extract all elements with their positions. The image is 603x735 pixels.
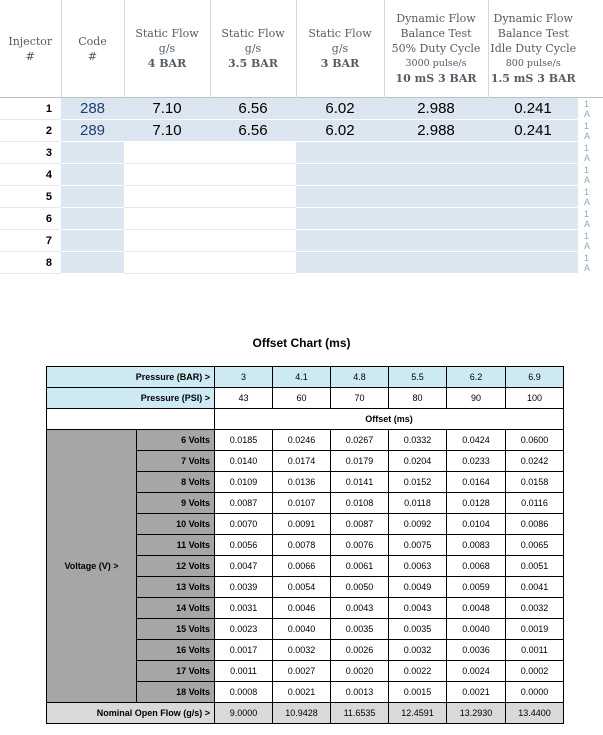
static-35bar-cell[interactable]: 6.56 xyxy=(210,120,296,142)
header-dynamic-idle: Dynamic Flow Balance Test Idle Duty Cycle 800 pulse/s 1.5 mS 3 BAR xyxy=(490,12,577,85)
row-tail-label: 1 A xyxy=(578,98,603,120)
static-3bar-cell[interactable] xyxy=(296,252,384,274)
pressure-psi-value: 60 xyxy=(273,388,331,409)
static-35bar-cell[interactable] xyxy=(210,142,296,164)
offset-value: 0.0600 xyxy=(506,430,564,451)
offset-value: 0.0107 xyxy=(273,493,331,514)
offset-value: 0.0059 xyxy=(447,577,506,598)
offset-chart-table xyxy=(46,366,564,724)
offset-value: 0.0068 xyxy=(447,556,506,577)
pressure-bar-value: 3 xyxy=(215,367,273,388)
offset-value: 0.0024 xyxy=(447,661,506,682)
static-4bar-cell[interactable] xyxy=(124,208,210,230)
code-cell[interactable] xyxy=(61,142,124,164)
static-4bar-cell[interactable]: 7.10 xyxy=(124,98,210,120)
dynamic-50-cell[interactable] xyxy=(384,186,488,208)
pressure-bar-value: 4.8 xyxy=(331,367,389,388)
offset-value: 0.0027 xyxy=(273,661,331,682)
injector-row xyxy=(0,208,603,230)
nominal-flow-value: 9.0000 xyxy=(215,703,273,724)
injector-number: 3 xyxy=(0,142,61,164)
pressure-bar-label: Pressure (BAR) > xyxy=(47,367,215,388)
offset-value: 0.0332 xyxy=(389,430,447,451)
offset-value: 0.0022 xyxy=(389,661,447,682)
dynamic-50-cell[interactable]: 2.988 xyxy=(384,120,488,142)
offset-value: 0.0128 xyxy=(447,493,506,514)
offset-value: 0.0026 xyxy=(331,640,389,661)
volts-label: 7 Volts xyxy=(137,451,215,472)
offset-value: 0.0136 xyxy=(273,472,331,493)
nominal-flow-value: 12.4591 xyxy=(389,703,447,724)
offset-value: 0.0002 xyxy=(506,661,564,682)
offset-value: 0.0021 xyxy=(273,682,331,703)
offset-value: 0.0017 xyxy=(215,640,273,661)
offset-value: 0.0031 xyxy=(215,598,273,619)
offset-value: 0.0246 xyxy=(273,430,331,451)
volts-label: 14 Volts xyxy=(137,598,215,619)
volts-label: 8 Volts xyxy=(137,472,215,493)
nominal-flow-label: Nominal Open Flow (g/s) > xyxy=(47,703,215,724)
offset-value: 0.0011 xyxy=(215,661,273,682)
row-tail-label: 1 A xyxy=(578,142,603,164)
injector-number: 7 xyxy=(0,230,61,252)
header-injector: Injector # xyxy=(0,0,61,98)
injector-row xyxy=(0,120,603,142)
offset-value: 0.0041 xyxy=(506,577,564,598)
injector-number: 1 xyxy=(0,98,61,120)
offset-value: 0.0056 xyxy=(215,535,273,556)
offset-value: 0.0091 xyxy=(273,514,331,535)
static-4bar-cell[interactable] xyxy=(124,252,210,274)
offset-value: 0.0043 xyxy=(389,598,447,619)
offset-header-row xyxy=(47,409,564,430)
pressure-psi-label: Pressure (PSI) > xyxy=(47,388,215,409)
volts-label: 15 Volts xyxy=(137,619,215,640)
voltage-label: Voltage (V) > xyxy=(47,430,137,703)
offset-value: 0.0118 xyxy=(389,493,447,514)
injector-number: 4 xyxy=(0,164,61,186)
offset-value: 0.0000 xyxy=(506,682,564,703)
offset-value: 0.0015 xyxy=(389,682,447,703)
injector-number: 6 xyxy=(0,208,61,230)
row-tail-label: 1 A xyxy=(578,230,603,252)
static-3bar-cell[interactable] xyxy=(296,164,384,186)
offset-value: 0.0108 xyxy=(331,493,389,514)
dynamic-idle-cell[interactable]: 0.241 xyxy=(488,120,578,142)
offset-value: 0.0046 xyxy=(273,598,331,619)
offset-value: 0.0011 xyxy=(506,640,564,661)
code-cell[interactable]: 288 xyxy=(61,98,124,120)
offset-value: 0.0233 xyxy=(447,451,506,472)
offset-value: 0.0078 xyxy=(273,535,331,556)
volts-label: 6 Volts xyxy=(137,430,215,451)
volts-label: 9 Volts xyxy=(137,493,215,514)
pressure-bar-value: 6.9 xyxy=(506,367,564,388)
dynamic-50-cell[interactable] xyxy=(384,142,488,164)
nominal-flow-value: 11.6535 xyxy=(331,703,389,724)
static-3bar-cell[interactable] xyxy=(296,230,384,252)
nominal-flow-value: 13.2930 xyxy=(447,703,506,724)
row-tail-label: 1 A xyxy=(578,252,603,274)
volts-label: 12 Volts xyxy=(137,556,215,577)
dynamic-50-cell[interactable] xyxy=(384,208,488,230)
offset-value: 0.0049 xyxy=(389,577,447,598)
blank-cell xyxy=(47,409,215,430)
offset-value: 0.0087 xyxy=(215,493,273,514)
static-4bar-cell[interactable] xyxy=(124,230,210,252)
row-tail-label: 1 A xyxy=(578,120,603,142)
injector-row xyxy=(0,98,603,120)
pressure-psi-value: 80 xyxy=(389,388,447,409)
header-spacer xyxy=(578,0,603,98)
static-4bar-cell[interactable] xyxy=(124,142,210,164)
pressure-bar-value: 4.1 xyxy=(273,367,331,388)
code-cell[interactable] xyxy=(61,186,124,208)
offset-value: 0.0032 xyxy=(389,640,447,661)
offset-value: 0.0185 xyxy=(215,430,273,451)
offset-value: 0.0204 xyxy=(389,451,447,472)
voltage-row xyxy=(47,430,564,451)
offset-value: 0.0174 xyxy=(273,451,331,472)
static-4bar-cell[interactable] xyxy=(124,186,210,208)
dynamic-50-cell[interactable] xyxy=(384,164,488,186)
offset-value: 0.0083 xyxy=(447,535,506,556)
offset-value: 0.0054 xyxy=(273,577,331,598)
offset-value: 0.0048 xyxy=(447,598,506,619)
code-cell[interactable]: 289 xyxy=(61,120,124,142)
offset-value: 0.0086 xyxy=(506,514,564,535)
dynamic-idle-cell[interactable]: 0.241 xyxy=(488,98,578,120)
volts-label: 17 Volts xyxy=(137,661,215,682)
volts-label: 16 Volts xyxy=(137,640,215,661)
static-35bar-cell[interactable]: 6.56 xyxy=(210,98,296,120)
row-tail-label: 1 A xyxy=(578,208,603,230)
static-35bar-cell[interactable] xyxy=(210,164,296,186)
code-cell[interactable] xyxy=(61,164,124,186)
pressure-bar-value: 6.2 xyxy=(447,367,506,388)
offset-value: 0.0164 xyxy=(447,472,506,493)
offset-value: 0.0013 xyxy=(331,682,389,703)
dynamic-idle-cell[interactable] xyxy=(488,186,578,208)
offset-value: 0.0075 xyxy=(389,535,447,556)
offset-value: 0.0116 xyxy=(506,493,564,514)
header-static-35bar: Static Flow g/s 3.5 BAR xyxy=(210,0,296,98)
offset-value: 0.0158 xyxy=(506,472,564,493)
injector-header-row xyxy=(0,0,603,98)
nominal-flow-row xyxy=(47,703,564,724)
code-cell[interactable] xyxy=(61,252,124,274)
static-35bar-cell[interactable] xyxy=(210,208,296,230)
offset-value: 0.0021 xyxy=(447,682,506,703)
static-35bar-cell[interactable] xyxy=(210,230,296,252)
offset-value: 0.0008 xyxy=(215,682,273,703)
static-3bar-cell[interactable] xyxy=(296,142,384,164)
static-35bar-cell[interactable] xyxy=(210,186,296,208)
injector-row xyxy=(0,230,603,252)
dynamic-idle-cell[interactable] xyxy=(488,230,578,252)
dynamic-50-cell[interactable]: 2.988 xyxy=(384,98,488,120)
static-4bar-cell[interactable]: 7.10 xyxy=(124,120,210,142)
pressure-psi-value: 100 xyxy=(506,388,564,409)
offset-value: 0.0140 xyxy=(215,451,273,472)
offset-value: 0.0039 xyxy=(215,577,273,598)
offset-value: 0.0242 xyxy=(506,451,564,472)
offset-value: 0.0023 xyxy=(215,619,273,640)
pressure-psi-value: 90 xyxy=(447,388,506,409)
injector-number: 2 xyxy=(0,120,61,142)
volts-label: 11 Volts xyxy=(137,535,215,556)
dynamic-50-cell[interactable] xyxy=(384,230,488,252)
injector-row xyxy=(0,142,603,164)
offset-value: 0.0087 xyxy=(331,514,389,535)
injector-number: 8 xyxy=(0,252,61,274)
dynamic-idle-cell[interactable] xyxy=(488,142,578,164)
code-cell[interactable] xyxy=(61,230,124,252)
offset-header: Offset (ms) xyxy=(215,409,564,430)
offset-value: 0.0047 xyxy=(215,556,273,577)
volts-label: 10 Volts xyxy=(137,514,215,535)
dynamic-50-cell[interactable] xyxy=(384,252,488,274)
row-tail-label: 1 A xyxy=(578,164,603,186)
offset-value: 0.0267 xyxy=(331,430,389,451)
offset-value: 0.0036 xyxy=(447,640,506,661)
code-cell[interactable] xyxy=(61,208,124,230)
offset-value: 0.0061 xyxy=(331,556,389,577)
pressure-psi-value: 70 xyxy=(331,388,389,409)
volts-label: 13 Volts xyxy=(137,577,215,598)
static-35bar-cell[interactable] xyxy=(210,252,296,274)
offset-value: 0.0179 xyxy=(331,451,389,472)
header-static-3bar: Static Flow g/s 3 BAR xyxy=(296,0,384,98)
offset-value: 0.0040 xyxy=(273,619,331,640)
offset-value: 0.0063 xyxy=(389,556,447,577)
offset-value: 0.0076 xyxy=(331,535,389,556)
offset-value: 0.0035 xyxy=(389,619,447,640)
pressure-bar-row xyxy=(47,367,564,388)
header-code: Code # xyxy=(61,0,124,98)
dynamic-idle-cell[interactable] xyxy=(488,208,578,230)
static-3bar-cell[interactable]: 6.02 xyxy=(296,98,384,120)
offset-value: 0.0020 xyxy=(331,661,389,682)
injector-row xyxy=(0,252,603,274)
volts-label: 18 Volts xyxy=(137,682,215,703)
injector-number: 5 xyxy=(0,186,61,208)
offset-value: 0.0141 xyxy=(331,472,389,493)
offset-value: 0.0070 xyxy=(215,514,273,535)
nominal-flow-value: 10.9428 xyxy=(273,703,331,724)
offset-value: 0.0032 xyxy=(273,640,331,661)
offset-value: 0.0065 xyxy=(506,535,564,556)
offset-value: 0.0040 xyxy=(447,619,506,640)
offset-value: 0.0043 xyxy=(331,598,389,619)
offset-value: 0.0104 xyxy=(447,514,506,535)
pressure-psi-value: 43 xyxy=(215,388,273,409)
dynamic-idle-cell[interactable] xyxy=(488,164,578,186)
row-tail-label: 1 A xyxy=(578,186,603,208)
static-3bar-cell[interactable]: 6.02 xyxy=(296,120,384,142)
offset-value: 0.0032 xyxy=(506,598,564,619)
offset-value: 0.0066 xyxy=(273,556,331,577)
offset-value: 0.0092 xyxy=(389,514,447,535)
offset-value: 0.0019 xyxy=(506,619,564,640)
offset-value: 0.0109 xyxy=(215,472,273,493)
header-static-4bar: Static Flow g/s 4 BAR xyxy=(124,0,210,98)
static-4bar-cell[interactable] xyxy=(124,164,210,186)
offset-value: 0.0424 xyxy=(447,430,506,451)
pressure-psi-row xyxy=(47,388,564,409)
injector-row xyxy=(0,164,603,186)
offset-chart-title: Offset Chart (ms) xyxy=(252,336,351,350)
offset-value: 0.0035 xyxy=(331,619,389,640)
offset-value: 0.0152 xyxy=(389,472,447,493)
injector-row xyxy=(0,186,603,208)
header-dynamic-50: Dynamic Flow Balance Test 50% Duty Cycle 3000 pulse/s 10 mS 3 BAR xyxy=(384,0,488,98)
pressure-bar-value: 5.5 xyxy=(389,367,447,388)
static-3bar-cell[interactable] xyxy=(296,208,384,230)
static-3bar-cell[interactable] xyxy=(296,186,384,208)
nominal-flow-value: 13.4400 xyxy=(506,703,564,724)
offset-value: 0.0050 xyxy=(331,577,389,598)
offset-value: 0.0051 xyxy=(506,556,564,577)
injector-table xyxy=(0,0,603,274)
dynamic-idle-cell[interactable] xyxy=(488,252,578,274)
